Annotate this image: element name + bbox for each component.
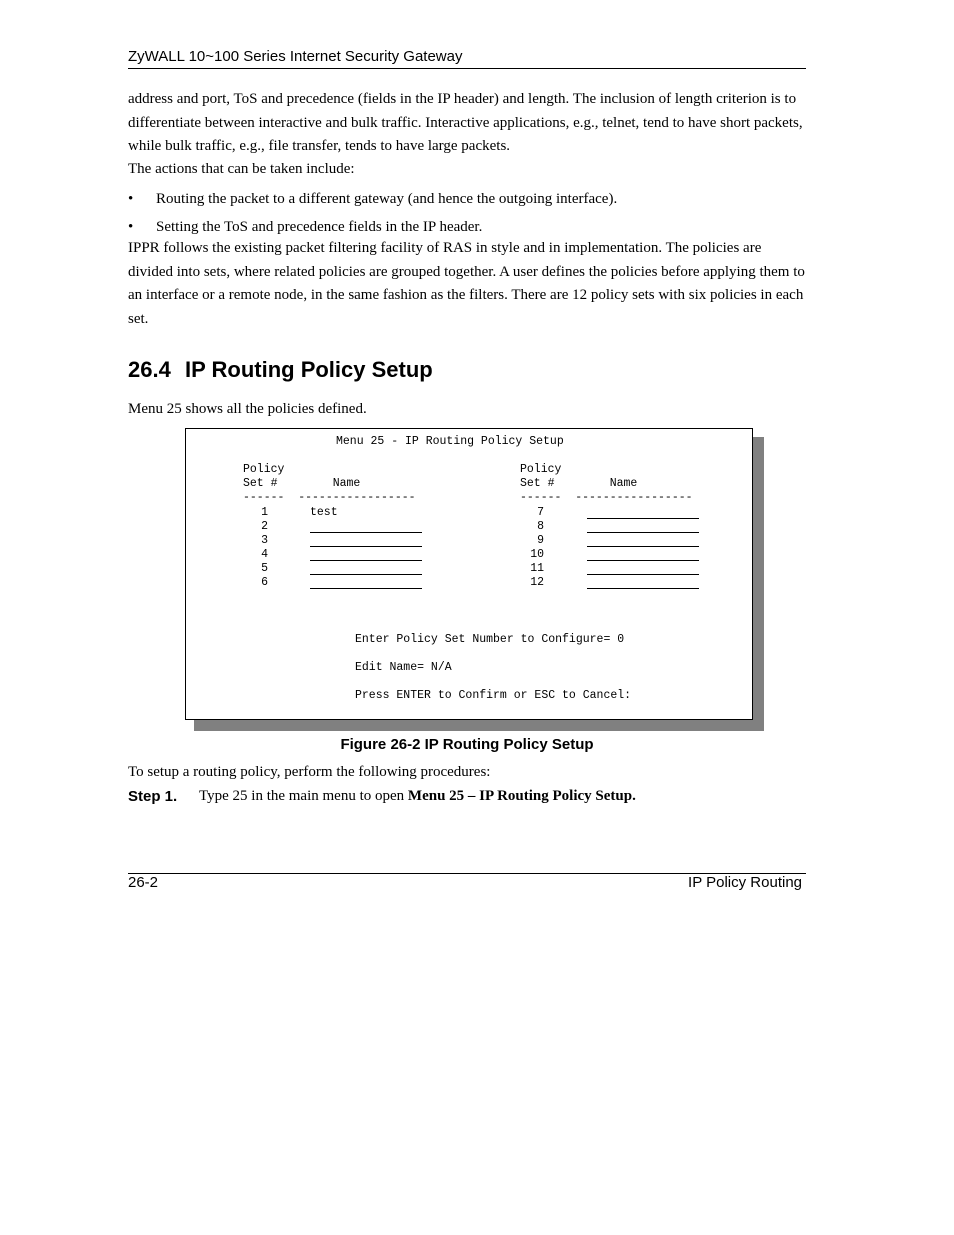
policy-set-name-blank[interactable] bbox=[587, 588, 699, 589]
bullet-glyph: • bbox=[128, 219, 134, 235]
confirm-prompt: Press ENTER to Confirm or ESC to Cancel: bbox=[355, 689, 632, 702]
policy-set-name-blank[interactable] bbox=[310, 560, 422, 561]
policy-set-name-blank[interactable] bbox=[587, 518, 699, 519]
step-text-plain: Type 25 in the main menu to open bbox=[199, 788, 408, 804]
policy-set-name-blank[interactable] bbox=[310, 588, 422, 589]
policy-set-name[interactable]: test bbox=[310, 506, 338, 519]
body-paragraph-2: The actions that can be taken include: bbox=[128, 161, 355, 177]
policy-set-number: 6 bbox=[261, 576, 268, 589]
policy-set-number: 9 bbox=[537, 534, 544, 547]
screen-title: Menu 25 - IP Routing Policy Setup bbox=[336, 435, 564, 448]
policy-set-number: 11 bbox=[530, 562, 544, 575]
header-rule bbox=[128, 68, 806, 69]
right-column-header-set-name: Set # Name bbox=[520, 477, 638, 490]
right-column-header-policy: Policy bbox=[520, 463, 562, 476]
section-heading bbox=[128, 357, 433, 383]
policy-set-name-blank[interactable] bbox=[587, 560, 699, 561]
figure-caption: Figure 26-2 IP Routing Policy Setup bbox=[340, 736, 594, 753]
policy-set-number: 5 bbox=[261, 562, 268, 575]
left-column-header-set-name: Set # Name bbox=[243, 477, 361, 490]
policy-set-name-blank[interactable] bbox=[587, 574, 699, 575]
edit-name-prompt[interactable]: Edit Name= N/A bbox=[355, 661, 452, 674]
policy-set-number: 10 bbox=[530, 548, 544, 561]
policy-set-number: 1 bbox=[261, 506, 268, 519]
policy-set-name-blank[interactable] bbox=[587, 546, 699, 547]
bullet-text: Setting the ToS and precedence fields in the IP header. bbox=[156, 219, 483, 235]
policy-set-name-blank[interactable] bbox=[310, 532, 422, 533]
policy-set-number: 2 bbox=[261, 520, 268, 533]
running-header-title: ZyWALL 10~100 Series Internet Security Gateway bbox=[128, 48, 463, 65]
section-title: IP Routing Policy Setup bbox=[185, 357, 433, 382]
step-text-menu-name: Menu 25 – IP Routing Policy Setup. bbox=[407, 788, 636, 804]
body-paragraph-3: IPPR follows the existing packet filtering facility of RAS in style and in implementation. The policies are divided into sets, where related policies are grouped together. A user defines the policies before applying them to an interface or a remote node, in the same fashion as the filters. There are 12 policy sets with six policies in each set. bbox=[128, 240, 805, 327]
terminal-screen bbox=[185, 428, 753, 720]
step-text bbox=[199, 788, 636, 805]
policy-set-name-blank[interactable] bbox=[310, 574, 422, 575]
policy-set-number: 4 bbox=[261, 548, 268, 561]
right-column-header-dashes: ------ ----------------- bbox=[520, 491, 693, 504]
bullet-glyph: • bbox=[128, 191, 134, 207]
policy-set-number: 8 bbox=[537, 520, 544, 533]
section-number: 26.4 bbox=[128, 357, 171, 382]
policy-set-name-blank[interactable] bbox=[310, 546, 422, 547]
policy-set-name-blank[interactable] bbox=[587, 532, 699, 533]
bullet-text: Routing the packet to a different gateway (and hence the outgoing interface). bbox=[156, 191, 618, 207]
policy-set-number: 3 bbox=[261, 534, 268, 547]
policy-set-number: 12 bbox=[530, 576, 544, 589]
policy-set-number: 7 bbox=[537, 506, 544, 519]
step-label: Step 1. bbox=[128, 788, 178, 805]
left-column-header-dashes: ------ ----------------- bbox=[243, 491, 416, 504]
body-paragraph-1: address and port, ToS and precedence (fields in the IP header) and length. The inclusion of length criterion is to differentiate between interactive and bulk traffic. Interactive applications, e.g., telnet, tend to have short packets, while bulk traffic, e.g., file transfer, tends to have large packets. bbox=[128, 91, 803, 154]
left-column-header-policy: Policy bbox=[243, 463, 285, 476]
body-paragraph-4: To setup a routing policy, perform the following procedures: bbox=[128, 764, 491, 780]
menu-intro-text: Menu 25 shows all the policies defined. bbox=[128, 401, 367, 417]
chapter-title: IP Policy Routing bbox=[688, 874, 802, 891]
configure-prompt[interactable]: Enter Policy Set Number to Configure= 0 bbox=[355, 633, 625, 646]
page-number: 26-2 bbox=[128, 874, 159, 891]
